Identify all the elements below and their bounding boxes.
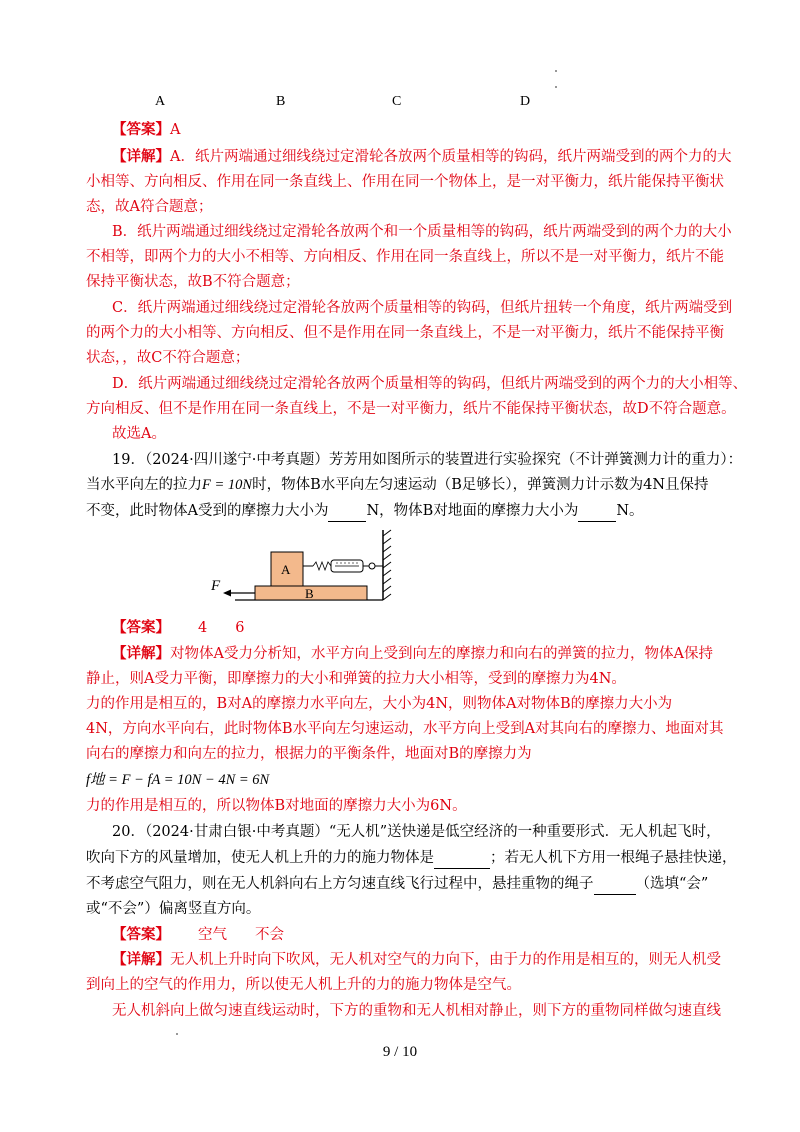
detail-text: 不相等，即两个力的大小不相等、方向相反、作用在同一条直线上，所以不是一对平衡力，纸片不能 [86, 249, 724, 265]
q19-detail-line [112, 644, 726, 664]
experiment-figure [205, 528, 415, 608]
stem-text: 不考虑空气阻力，则在无人机斜向右上方匀速直线飞行过程中，悬挂重物的绳子 [86, 876, 594, 892]
stem-text: （选填“会” [635, 876, 709, 892]
question-20-stem: 或“不会”）偏离竖直方向。 [86, 901, 261, 917]
q20-answer-line [112, 925, 726, 945]
q18-answer-line [112, 120, 726, 140]
detail-text: 态，故A符合题意； [86, 199, 213, 215]
current-page: 9 [382, 1044, 391, 1060]
q19-answer-line [112, 618, 726, 638]
total-pages: 10 [402, 1044, 418, 1060]
detail-text: D．纸片两端通过细线绕过定滑轮各放两个质量相等的钩码，但纸片两端受到的两个力的大小相等、 [112, 376, 748, 392]
q18-detail-line [112, 147, 732, 167]
formula-F: F = 10N [202, 477, 253, 493]
question-20-stem [86, 848, 737, 869]
answer-blank[interactable] [578, 501, 616, 522]
detail-text: 状态，，故C不符合题意； [86, 350, 250, 366]
detail-text: 向右的摩擦力和向左的拉力，根据力的平衡条件，地面对B的摩擦力为 [86, 746, 532, 762]
detail-tag: 【详解】 [112, 645, 170, 662]
answer-blank[interactable] [434, 848, 490, 869]
detail-text: 保持平衡状态，故B不符合题意； [86, 274, 300, 290]
answer-value: 不会 [255, 927, 284, 943]
question-19-stem [86, 501, 726, 522]
answer-tag: 【答案】 [112, 121, 170, 138]
detail-tag: 【详解】 [112, 951, 170, 968]
detail-text: 无人机斜向上做匀速直线运动时，下方的重物和无人机相对静止，则下方的重物同样做匀速直线 [112, 1003, 721, 1019]
detail-text: 力的作用是相互的，所以物体B对地面的摩擦力大小为6N。 [86, 798, 467, 814]
stem-text: 吹向下方的风量增加，使无人机上升的力的施力物体是 [86, 850, 434, 866]
stem-text: ；若无人机下方用一根绳子悬挂快递， [490, 850, 737, 866]
answer-value: 空气 [198, 927, 227, 943]
answer-tag: 【答案】 [112, 926, 170, 943]
page-number [0, 1044, 800, 1061]
detail-text: 4N，方向水平向右，此时物体B水平向左匀速运动，水平方向上受到A对其向右的摩擦力、地面对其 [86, 721, 724, 737]
scan-dot [555, 70, 557, 72]
answer-value: A [170, 122, 181, 138]
block-a-label: A [281, 562, 291, 577]
scan-dot [176, 1033, 178, 1035]
detail-text: B．纸片两端通过细线绕过定滑轮各放两个和一个质量相等的钩码，纸片两端受到的两个力的大小 [112, 224, 732, 240]
stem-text: N，物体B对地面的摩擦力大小为 [366, 503, 579, 519]
answer-blank[interactable] [328, 501, 366, 522]
answer-tag: 【答案】 [112, 619, 170, 636]
stem-text: 不变，此时物体A受到的摩擦力大小为 [86, 503, 329, 519]
question-19-stem [86, 475, 726, 495]
option-label-c: C [392, 94, 402, 109]
option-label-b: B [276, 94, 286, 109]
block-b-label: B [305, 586, 314, 601]
detail-text: 的两个力的大小相等、方向相反、但不是作用在同一条直线上，不是一对平衡力，纸片不能保持平衡 [86, 325, 724, 341]
answer-blank[interactable] [594, 874, 636, 895]
option-label-a: A [155, 94, 166, 109]
scan-dot [555, 86, 557, 88]
conclusion-text: 故选A。 [112, 426, 166, 442]
detail-text: 力的作用是相互的，B对A的摩擦力水平向左，大小为4N，则物体A对物体B的摩擦力大小为 [86, 696, 673, 712]
detail-text: A．纸片两端通过细线绕过定滑轮各放两个质量相等的钩码，纸片两端受到的两个力的大 [170, 149, 732, 165]
answer-value: 4 [198, 620, 208, 636]
question-19-stem: 19．（2024·四川遂宁·中考真题）芳芳用如图所示的装置进行实验探究（不计弹簧测力计的重力）： [112, 452, 743, 468]
detail-text: 对物体A受力分析知，水平方向上受到向左的摩擦力和向右的弹簧的拉力，物体A保持 [170, 646, 713, 662]
page-separator: / [394, 1044, 399, 1060]
detail-text: 无人机上升时向下吹风，无人机对空气的力向下，由于力的作用是相互的，则无人机受 [170, 952, 721, 968]
stem-text: 时，物体B水平向左匀速运动（B足够长），弹簧测力计示数为4N且保持 [252, 477, 709, 493]
detail-text: C．纸片两端通过细线绕过定滑轮各放两个质量相等的钩码，但纸片扭转一个角度，纸片两端受到 [112, 300, 733, 316]
detail-text: 到向上的空气的作用力，所以使无人机上升的力的施力物体是空气。 [86, 977, 521, 993]
stem-text: N。 [616, 503, 644, 519]
friction-equation: f地 = F − fA = 10N − 4N = 6N [86, 772, 270, 788]
stem-text: 当水平向左的拉力 [86, 477, 202, 493]
q20-detail-line [112, 950, 726, 970]
detail-text: 小相等、方向相反、作用在同一条直线上、作用在同一个物体上，是一对平衡力，纸片能保持平衡状 [86, 174, 724, 190]
detail-text: 静止，则A受力平衡，即摩擦力的大小和弹簧的拉力大小相等，受到的摩擦力为4N。 [86, 671, 626, 687]
question-20-stem: 20．（2024·甘肃白银·中考真题）“无人机”送快递是低空经济的一种重要形式．无人机起飞时， [112, 824, 721, 840]
option-label-d: D [520, 94, 531, 109]
question-20-stem [86, 874, 726, 895]
detail-text: 方向相反、但不是作用在同一条直线上，不是一对平衡力，纸片不能保持平衡状态，故D不符合题意。 [86, 401, 736, 417]
detail-tag: 【详解】 [112, 148, 170, 165]
answer-value: 6 [235, 620, 245, 636]
force-label: F [211, 578, 221, 594]
